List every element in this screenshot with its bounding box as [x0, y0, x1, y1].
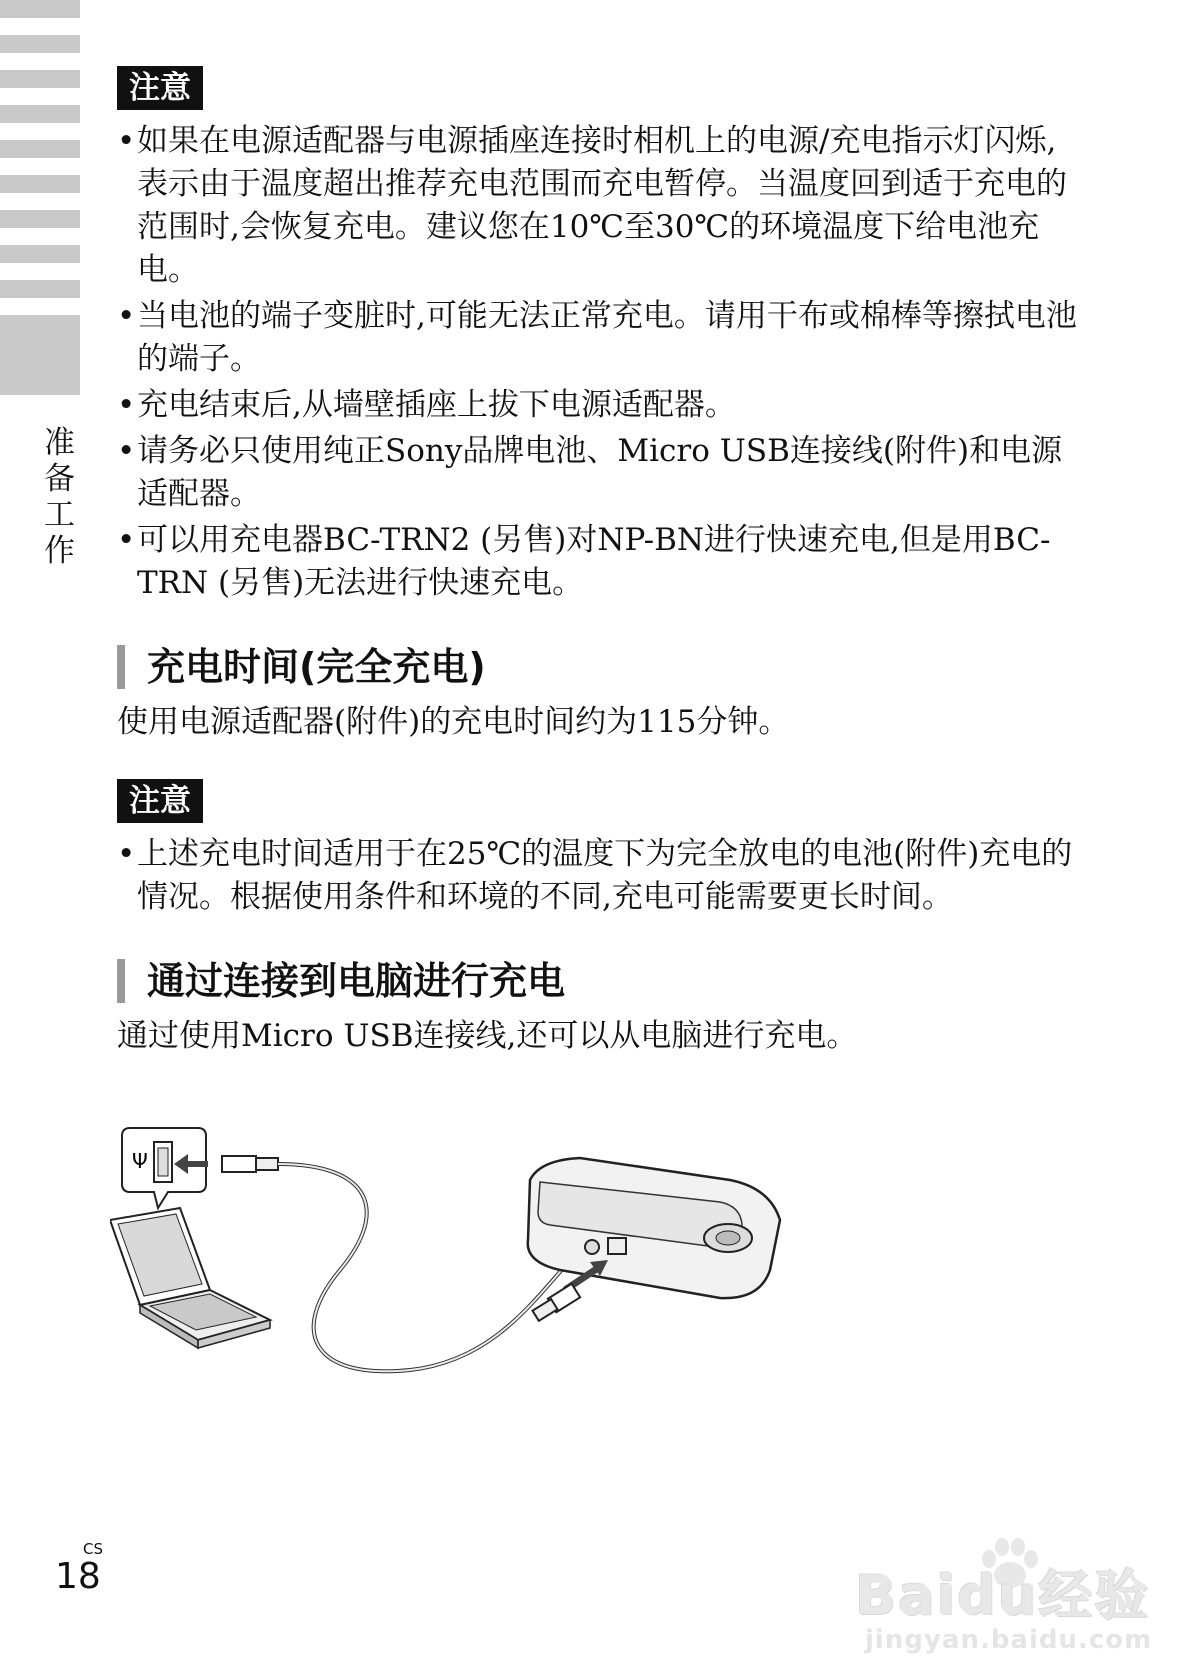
- laptop-icon: [110, 1208, 270, 1348]
- edge-stripe: [0, 245, 80, 263]
- edge-stripe: [0, 175, 80, 193]
- heading-bar: [117, 959, 125, 1003]
- edge-stripes: [0, 0, 80, 395]
- edge-stripe: [0, 70, 80, 88]
- heading-bar: [117, 645, 125, 689]
- edge-stripe: [0, 140, 80, 158]
- section-heading-text: 通过连接到电脑进行充电: [147, 959, 566, 1003]
- section-heading: [117, 641, 1077, 693]
- note-bullet: • 如果在电源适配器与电源插座连接时相机上的电源/充电指示灯闪烁,表示由于温度超出推荐充电范围而充电暂停。当温度回到适于充电的范围时,会恢复充电。建议您在10℃至30℃的环境温度下给电池充电。: [117, 120, 1077, 292]
- watermark: [845, 1545, 1175, 1665]
- note-list: [117, 120, 1077, 605]
- note-bullet: • 上述充电时间适用于在25℃的温度下为完全放电的电池(附件)充电的情况。根据使用条件和环境的不同,充电可能需要更长时间。: [117, 833, 1077, 919]
- watermark-main: Baidu经验: [855, 1564, 1151, 1627]
- note-label: 注意: [117, 779, 203, 823]
- section-text: 通过使用Micro USB连接线,还可以从电脑进行充电。: [117, 1018, 858, 1054]
- note-label: 注意: [117, 66, 203, 110]
- note-list: [117, 833, 1077, 919]
- usb-port-callout: [122, 1128, 206, 1208]
- note-bullet: • 请务必只使用纯正Sony品牌电池、Micro USB连接线(附件)和电源适配器。: [117, 430, 1077, 516]
- section-heading: [117, 955, 1077, 1007]
- watermark-url: jingyan.baidu.com: [865, 1625, 1153, 1655]
- note-bullet: • 充电结束后,从墙壁插座上拔下电源适配器。: [117, 384, 1077, 427]
- language-code: CS: [83, 1540, 103, 1558]
- edge-stripe: [0, 210, 80, 228]
- camera-icon: [528, 1158, 780, 1298]
- edge-stripe: [0, 280, 80, 298]
- micro-usb-plug: [532, 1284, 580, 1321]
- section-heading-text: 充电时间(完全充电): [147, 645, 486, 689]
- edge-block: [0, 315, 80, 395]
- page-number-value: 18: [55, 1556, 101, 1597]
- note-bullet: • 可以用充电器BC-TRN2 (另售)对NP-BN进行快速充电,但是用BC-TRN (另售)无法进行快速充电。: [117, 519, 1077, 605]
- edge-stripe: [0, 35, 80, 53]
- usb-a-plug: [222, 1156, 278, 1172]
- page-content: [117, 66, 1077, 1059]
- section-text: 使用电源适配器(附件)的充电时间约为115分钟。: [117, 704, 790, 740]
- usb-trident-icon: Ψ: [132, 1149, 148, 1173]
- charging-illustration: [110, 1120, 850, 1420]
- note-bullet: • 当电池的端子变脏时,可能无法正常充电。请用干布或棉棒等擦拭电池的端子。: [117, 295, 1077, 381]
- edge-stripe: [0, 0, 80, 18]
- edge-stripe: [0, 105, 80, 123]
- section-tab-label: 准备工作: [44, 425, 75, 569]
